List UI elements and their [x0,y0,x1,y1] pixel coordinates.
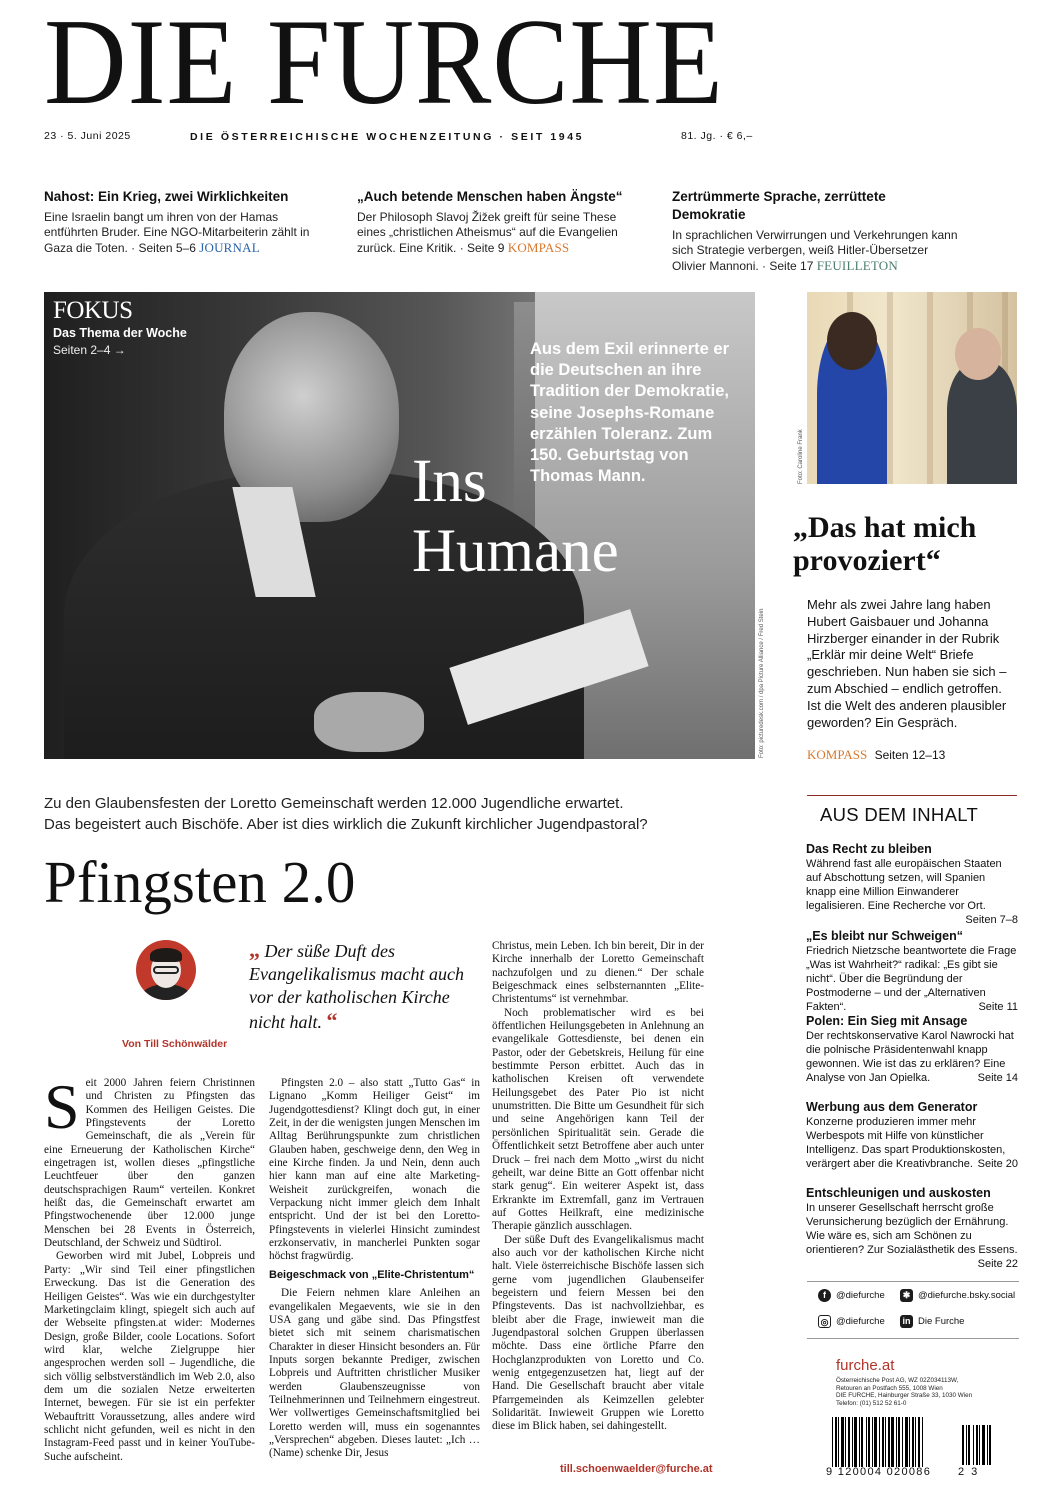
price: 81. Jg. · € 6,– [681,130,753,142]
bluesky-icon: ✱ [900,1289,913,1302]
contents-item[interactable]: Entschleunigen und auskosten In unserer Gesellschaft herrscht große Verunsicherung bezüglich der Ernährung. Wie wäre es, sich am Schönen zu orientieren? Zur Sozialästhetik des Essens. Seite 22 [806,1186,1018,1270]
teaser-headline: Zertrümmerte Sprache, zerrüttete Demokratie [672,189,886,222]
section-tag: KOMPASS [807,747,868,762]
hero-deck: Aus dem Exil erinnerte er die Deutschen an ihre Tradition der Demokratie, seine Josephs-Romane erzählen Toleranz. Zum 150. Geburtstag von Thomas Mann. [530,340,729,486]
contents-title: AUS DEM INHALT [820,804,979,825]
interview-photo[interactable] [807,292,1017,484]
fokus-subtitle: Das Thema der Woche [53,326,187,340]
author-email-link[interactable]: till.schoenwaelder@furche.at [560,1463,713,1475]
issue-date: 23 · 5. Juni 2025 [44,130,131,142]
photo-credit: Foto: Caroline Frank [798,429,804,484]
author-avatar [136,940,196,1000]
teaser-kompass[interactable] [357,188,642,256]
article-column-1: Seit 2000 Jahren feiern Christinnen und Christen zu Pfingsten das Kommen des Heiligen Geistes. Die Pfingstevents der Loretto Gemeinschaft, die als „Verein für eine Erneuerung der Katholischen Kirche“ eingetragen ist, wollen dieses „pfingstliche Leuchtfeuer über den ganzen deutschsprachigen Raum“ verteilen. Konkret heißt das, die Gemeinschaft erwartet am Pfingstwochenende über 12.000 junge Menschen bei 28 Events in Österreich, Deutschland, der Schweiz und Südtirol. Geworben wird mit Jubel, Lobpreis und Party: „Wir sind Teil einer pfingstlichen Erweckung. Das ist die Generation des Heiligen Geistes“. Was wie ein durchgestylter Marketingclaim klingt, spiegelt sich auch auf der Webseite pfingsten.at wider: Modernes Design, große Bilder, coole Locations. Sofort wird klar, welche Zielgruppe hier angesprochen werden soll – Jugendliche, die sich völlig selbstverständlich im Web 2.0, also dem um die sozialen Netze erweiterten Internet, bewegen. Für sie ist ein perfekter Webauftritt Voraussetzung, alles andere wird schlicht nicht gefunden, weil es nicht in den Instagram-Feed passt und in keiner YouTube-Suche aufscheint. [44,1071,255,1463]
divider [807,795,1017,796]
bluesky-link[interactable]: ✱ @diefurche.bsky.social [900,1289,1015,1302]
section-tag: FEUILLETON [816,258,898,273]
teaser-feuilleton[interactable] [672,188,962,274]
quote-mark-close: “ [326,1008,338,1033]
instagram-link[interactable]: ◎ @diefurche [818,1315,885,1328]
teaser-text: Eine Israelin bangt um ihren von der Hamas entführten Bruder. Eine NGO-Mitarbeiterin zählt in Gaza die Toten. · Seiten 5–6 [44,210,310,255]
contents-item[interactable]: Werbung aus dem Generator Konzerne produzieren immer mehr Werbespots mit Hilfe von künstlicher Intelligenz. Das spart Produktionskosten, verärgert aber die Kreativbranche. Seite 20 [806,1100,1018,1170]
barcode-number: 9 120004 020086 [826,1466,932,1478]
facebook-icon: f [818,1289,831,1302]
teaser-text: Der Philosoph Slavoj Žižek greift für seine These eines „christlichen Atheismus“ auf die Evangelien zurück. Eine Kritik. · Seite 9 [357,210,618,255]
masthead-title: DIE FURCHE [44,0,724,130]
lead-headline[interactable]: Pfingsten 2.0 [44,849,356,915]
side-quote-headline[interactable]: „Das hat mich provoziert“ [793,511,977,577]
teaser-text: In sprachlichen Verwirrungen und Verkehrungen kann sich Strategie verbergen, weiß Hitler-Übersetzer Olivier Mannoni. · Seite 17 [672,228,958,273]
pull-quote: „ Der süße Duft des Evangelikalismus macht auch vor der katholischen Kirche nicht halt. “ [249,937,464,1033]
byline: Von Till Schönwälder [122,1038,228,1050]
contents-item[interactable]: Das Recht zu bleiben Während fast alle europäischen Staaten auf Abschottung setzen, will Spanien knapp eine Million Einwanderer legalisieren. Eine Recherche vor Ort. Seiten 7–8 [806,842,1018,926]
social-links [807,1281,1019,1339]
teaser-headline: „Auch betende Menschen haben Ängste“ [357,189,623,204]
hero-headline: Ins Humane [412,448,619,585]
article-column-3: Christus, mein Leben. Ich bin bereit, Dir in der Kirche innerhalb der Loretto Gemeinschaft nachzufolgen und zu dienen.“ Der schale Beigeschmack eines selbsternannten „Elite-Christentums“ ist vernehmbar. Noch problematischer wird es bei öffentlichen Heilungsgebeten in Anlehnung an evangelikale Gottesdienste, bei denen ein Pastor, oder der Gebetskreis, Heilung für eine bestimmte Person erbittet. Auch das in katholischen Kreisen oft verwendete Heilungsgebet des Pater Pio ist nicht unumstritten. Die Bitte um Gesundheit für sich und seine Angehörigen kann Teil der persönlichen Spiritualität sein. Gerade die Öffentlichkeit setzt Betroffene aber auch unter Druck – frei nach dem Motto „wirst du nicht geheilt, war deine Bitte an Gott offenbar nicht stark genug“. Ein weiterer Aspekt ist, dass Erkrankte im Extremfall, ganz im Vertrauen auf Gottes Heilkraft, eine medizinische Therapie gänzlich ausschlagen. Der süße Duft des Evangelikalismus macht also auch vor der katholischen Kirche nicht halt. Viele österreichische Bischöfe lassen sich gerne vom jugendlichen Glaubenseifer begeistern und feiern Messen bei den Pfingstevents. Das ist nachvollziehbar, es bleibt aber die Frage, inwieweit man die Jugendpastoral solchen Gruppen überlassen möchte. Dass eine örtliche Pfarre den Hochglanzprodukten von Loretto und Co. wenig entgegenzusetzen hat, liegt auf der Hand. Die Gesellschaft braucht aber vitale Pfarrgemeinden als Keimzellen gelebter Solidarität. Inwieweit Gruppen wie Loretto diese im Blick haben, sei dahingestellt. [492,940,704,1433]
fokus-label: FOKUS [53,297,133,324]
drop-cap: S [44,1071,80,1142]
contents-item[interactable]: „Es bleibt nur Schweigen“ Friedrich Nietzsche beantwortete die Frage „Was ist Wahrheit?“ radikal: „Es gibt sie nicht“. Über die Begründung der Postmoderne – und der „Alternativen Fakten“. Seite 11 [806,929,1018,1013]
subheading: Beigeschmack von „Elite-Christentum“ [269,1268,475,1281]
linkedin-link[interactable]: in Die Furche [900,1315,964,1328]
imprint: Österreichische Post AG, WZ 02Z034113W, Retouren an Postfach 555, 1008 Wien DIE FURCHE, Hainburger Straße 33, 1030 Wien Telefon: (01) 512 52 61-0 [836,1377,973,1407]
contents-item[interactable]: Polen: Ein Sieg mit Ansage Der rechtskonservative Karol Nawrocki hat die polnische Präsidentenwahl knapp gewonnen. Wie ist das zu erklären? Eine Analyse von Jan Opielka. Seite 14 [806,1014,1018,1084]
lead-intro: Zu den Glaubensfesten der Loretto Gemeinschaft werden 12.000 Jugendliche erwartet. Das begeistert auch Bischöfe. Aber ist dies wirklich die Zukunft kirchlicher Jugendpastoral? [44,795,648,833]
barcode [832,1417,952,1467]
side-pages: Seiten 12–13 [874,748,946,762]
section-tag: JOURNAL [199,240,260,255]
facebook-link[interactable]: f @diefurche [818,1289,885,1302]
website-link[interactable]: furche.at [836,1357,895,1374]
linkedin-icon: in [900,1315,913,1328]
barcode-extension [962,1425,1017,1465]
article-column-2: Pfingsten 2.0 – also statt „Tutto Gas“ in Lignano „Komm Heiliger Geist“ im Jugendgottesdienst? Klingt doch gut, in einer Zeit, in der die wenigsten jungen Menschen im Alltag Berührungspunkte zum christlichen Glauben haben, geschweige denn, den Weg in eine Kirche finden. Ja und Nein, denn auch hier kann man auf eine alte Marketing-Weisheit zurückgreifen, wonach die Verpackung nicht immer gleich dem Inhalt entspricht. Und der ist bei den Loretto-Pfingstevents in vielerlei Hinsicht zumindest erzkonservativ, in mancherlei Punkten sogar höchst fragwürdig. Beigeschmack von „Elite-Christentum“ Die Feiern nehmen klare Anleihen an evangelikalen Megaevents, wie sie in den USA gang und gäbe sind. Das Pfingstfest bietet sich mit seinem charismatischen Charakter in dieser Hinsicht besonders an. Für Inputs sorgen bekannte Prediger, zwischen Lobpreis und Auftritten christlicher Musiker werden Glaubenszeugnisse von Teilnehmerinnen und Teilnehmern eingestreut. Wer vollwertiges Gemeinschaftsmitglied bei Loretto werden will, muss ein sogenanntes „Versprechen“ abgeben. Dieses lautet: „Ich … (Name) schenke Dir, Jesus [269,1077,480,1460]
side-section-ref[interactable] [807,747,945,763]
fokus-pages-link[interactable]: Seiten 2–4 → [53,343,126,357]
instagram-icon: ◎ [818,1315,831,1328]
tagline: DIE ÖSTERREICHISCHE WOCHENZEITUNG · SEIT 1945 [190,131,585,143]
side-quote-body: Mehr als zwei Jahre lang haben Hubert Gaisbauer und Johanna Hirzberger einander in der Rubrik „Erklär mir deine Welt“ Briefe geschrieben. Nun haben sie sich – zum Abschied – endlich getroffen. Ist die Welt des anderen plausibler geworden? Ein Gespräch. [807,597,1007,730]
quote-mark-open: „ [249,937,260,962]
section-tag: KOMPASS [507,240,570,255]
teaser-headline: Nahost: Ein Krieg, zwei Wirklichkeiten [44,189,289,204]
photo-credit: Foto: picturedesk.com / dpa Picture Alliance / Fred Stein [759,608,765,758]
teaser-journal[interactable] [44,188,329,256]
barcode-ext-number: 2 3 [958,1466,980,1478]
